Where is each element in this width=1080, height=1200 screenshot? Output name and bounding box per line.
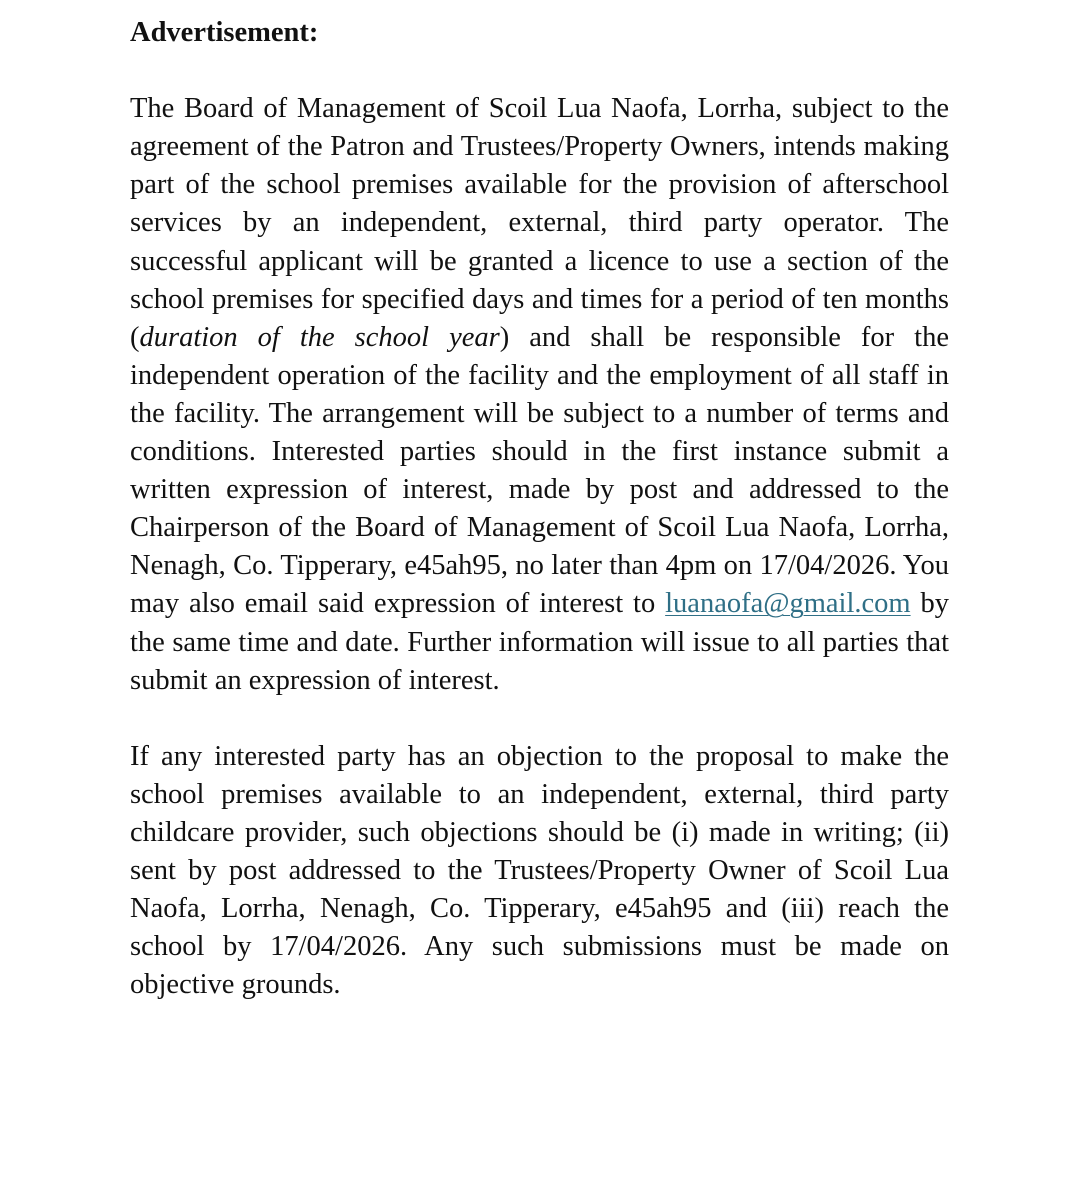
proposal-text-part-3: by the same time and date. Further information will issue to all parties that submit an expression of interest. [130,588,950,696]
email-link[interactable]: luanaofa@gmail.com [665,588,911,620]
proposal-text-part-2: ) and shall be responsible for the independent operation of the facility and the employment of all staff in the facility. The arrangement will be subject to a number of terms and conditions. Interested parties should in the first instance submit a written expression of interest, made by post and addressed to the Chairperson of the Board of Management of Scoil Lua Naofa, Lorrha, Nenagh, Co. Tipperary, e45ah95, no later than 4pm on 17/04/2026. You may also email said expression of interest to [130,321,949,620]
document-heading: Advertisement: [130,17,319,48]
paragraph-spacer [130,700,949,738]
proposal-paragraph [130,90,949,700]
advertisement-document [130,14,949,1004]
proposal-text-part-1: The Board of Management of Scoil Lua Naofa, Lorrha, subject to the agreement of the Patron and Trustees/Property Owners, intends making part of the school premises available for the provision of afterschool services by an independent, external, third party operator. The successful applicant will be granted a licence to use a section of the school premises for specified days and times for a period of ten months ( [130,93,949,353]
objection-paragraph: If any interested party has an objection to the proposal to make the school premises available to an independent, external, third party childcare provider, such objections should be (i) made in writing; (ii) sent by post addressed to the Trustees/Property Owner of Scoil Lua Naofa, Lorrha, Nenagh, Co. Tipperary, e45ah95 and (iii) reach the school by 17/04/2026. Any such submissions must be made on objective grounds. [130,740,949,1001]
duration-italic-text: duration of the school year [139,321,500,353]
